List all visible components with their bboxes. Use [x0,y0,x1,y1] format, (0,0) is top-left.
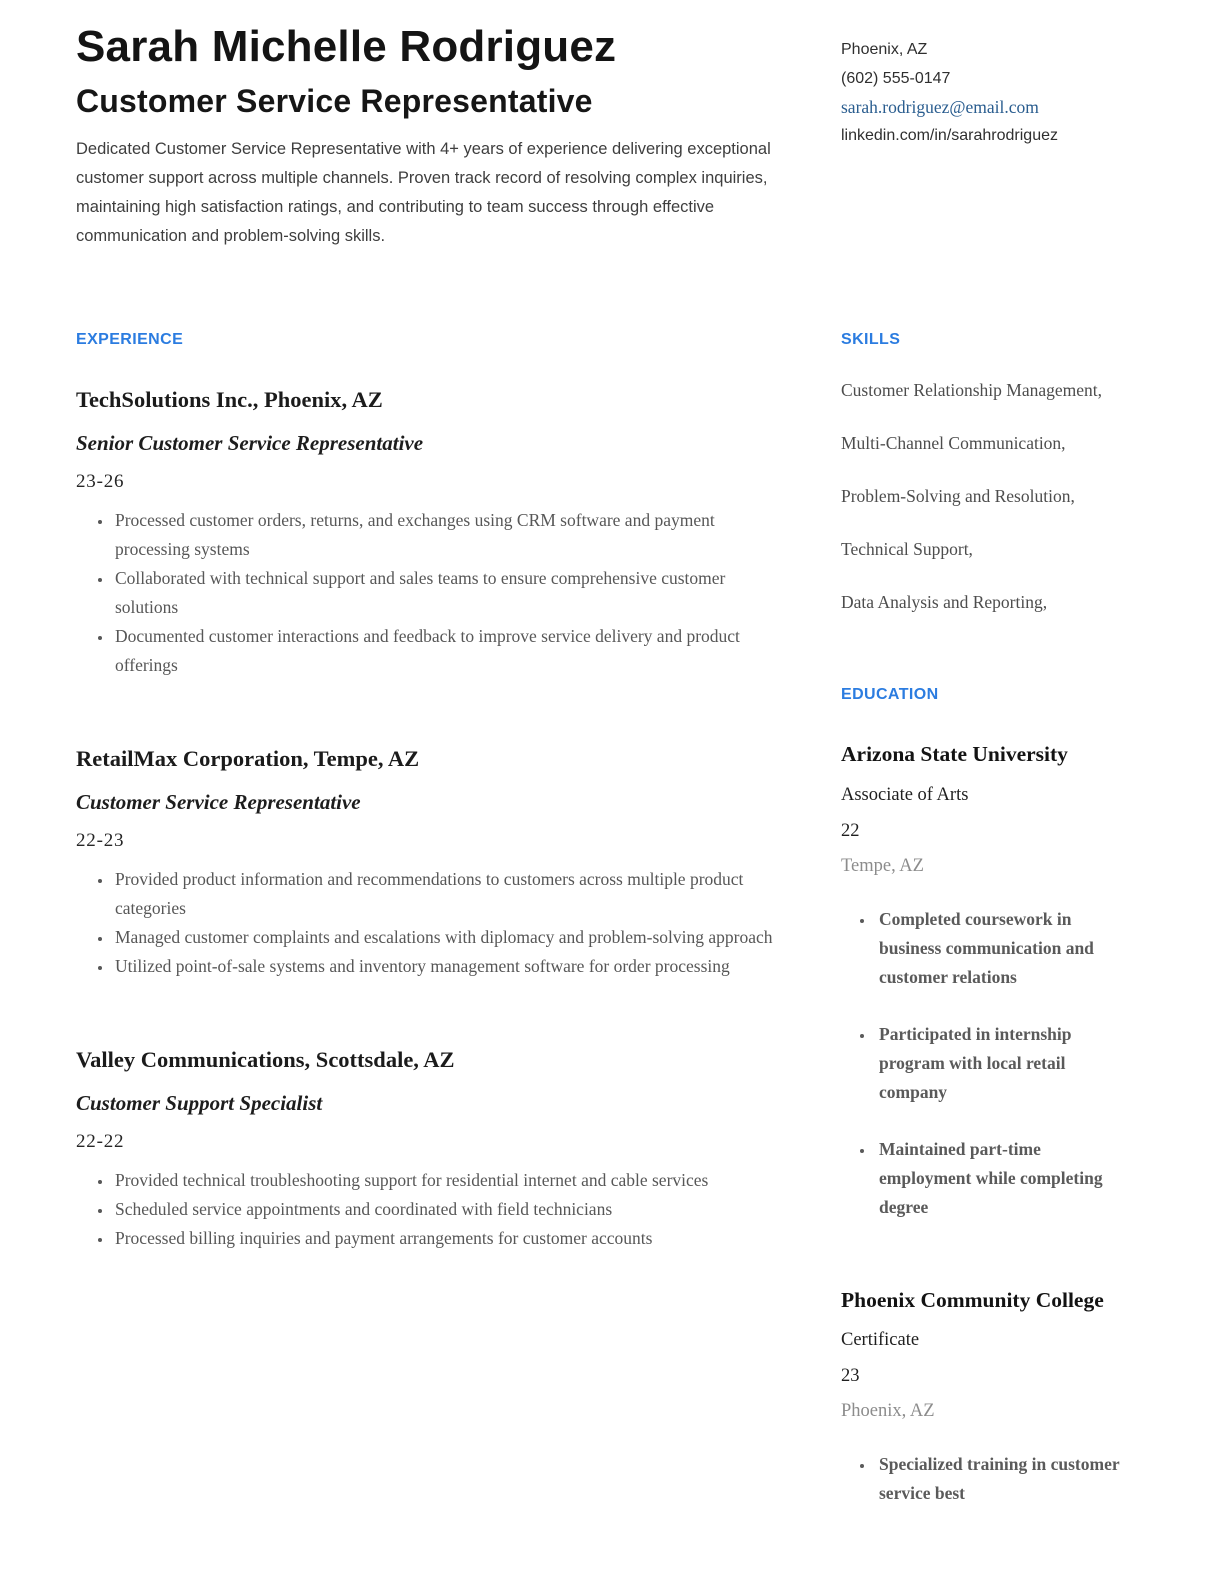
skill-item: Multi-Channel Communication, [841,433,1066,454]
person-name: Sarah Michelle Rodriguez [76,22,617,71]
job-bullet-list [76,506,785,680]
skill-item: Customer Relationship Management, [841,380,1102,401]
school-bullet: • Maintained part-time employment while completing degree [875,1135,1125,1222]
school-location: Tempe, AZ [841,855,924,876]
job-bullet-list [76,865,785,981]
job-company: TechSolutions Inc., Phoenix, AZ [76,387,383,413]
school-degree: Certificate [841,1330,920,1351]
job-bullet: • Provided product information and recommendations to customers across multiple product categories [113,865,785,923]
header-left [76,22,785,251]
job-company: RetailMax Corporation, Tempe, AZ [76,746,420,772]
summary-paragraph: Dedicated Customer Service Representative with 4+ years of experience delivering exceptional customer support across multiple channels. Proven track record of resolving complex inquiries, maintaining high satisfaction ratings, and contributing to team success through effective communication and problem-solving skills. [76,140,771,246]
content-columns [76,331,1148,1508]
school-date: 23 [841,1366,860,1387]
experience-column [76,331,785,1253]
school-degree: Associate of Arts [841,784,969,805]
job-bullet: • Managed customer complaints and escalations with diplomacy and problem-solving approach [113,923,785,952]
experience-section-heading: EXPERIENCE [76,331,184,349]
job-title: Customer Support Specialist [76,1091,323,1116]
job-bullet: • Provided technical troubleshooting support for residential internet and cable services [113,1166,785,1195]
school-location: Phoenix, AZ [841,1401,935,1422]
job-bullet: • Scheduled service appointments and coordinated with field technicians [113,1195,785,1224]
contact-block [841,36,1148,150]
job-entry [76,746,785,981]
sidebar-column [841,331,1148,1508]
job-dates: 22-23 [76,830,125,852]
job-bullet: • Documented customer interactions and feedback to improve service delivery and product offerings [113,622,785,680]
skill-item: Technical Support, [841,539,973,560]
contact-linkedin: linkedin.com/in/sarahrodriguez [841,126,1058,144]
job-bullet: • Processed billing inquiries and payment arrangements for customer accounts [113,1224,785,1253]
contact-phone: (602) 555-0147 [841,69,951,87]
school-entry [841,740,1148,1221]
skill-item: Problem-Solving and Resolution, [841,486,1075,507]
job-title: Senior Customer Service Representative [76,431,424,456]
job-entry [76,387,785,680]
school-bullet: • Specialized training in customer service best [875,1450,1125,1508]
school-bullet-list [841,905,1148,1222]
skill-item: Data Analysis and Reporting, [841,592,1048,613]
job-bullet: • Processed customer orders, returns, and exchanges using CRM software and payment processing systems [113,506,785,564]
job-bullet: • Utilized point-of-sale systems and inventory management software for order processing [113,952,785,981]
skills-section-heading: SKILLS [841,331,901,349]
contact-email-link[interactable]: sarah.rodriguez@email.com [841,97,1039,117]
school-bullet: • Participated in internship program with local retail company [875,1020,1125,1107]
school-name: Arizona State University [841,742,1068,767]
contact-location: Phoenix, AZ [841,41,928,58]
school-name: Phoenix Community College [841,1287,1104,1312]
education-section-heading: EDUCATION [841,686,939,704]
school-entry [841,1286,1148,1508]
job-bullet: • Collaborated with technical support and sales teams to ensure comprehensive customer solutions [113,564,785,622]
school-date: 22 [841,820,860,841]
job-dates: 22-22 [76,1131,125,1153]
resume-header [76,22,1148,251]
school-bullet-list [841,1450,1148,1508]
job-entry [76,1047,785,1253]
school-bullet: • Completed coursework in business communication and customer relations [875,905,1125,992]
person-job-title: Customer Service Representative [76,83,593,120]
job-title: Customer Service Representative [76,790,361,815]
job-bullet-list [76,1166,785,1253]
job-dates: 23-26 [76,471,125,493]
job-company: Valley Communications, Scottsdale, AZ [76,1047,455,1073]
